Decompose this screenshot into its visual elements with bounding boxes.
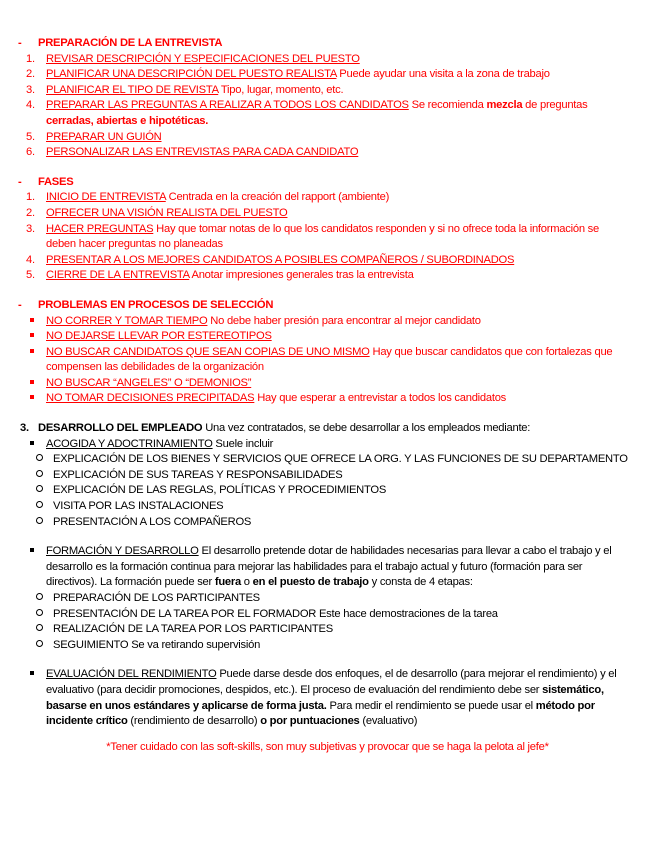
section-title: FASES <box>38 175 74 188</box>
section-heading-preparacion: - PREPARACIÓN DE LA ENTREVISTA <box>18 37 223 49</box>
sublist-formacion <box>0 591 655 653</box>
circle-bullet-icon <box>36 609 43 616</box>
circle-bullet-icon <box>36 517 43 524</box>
circle-bullet-icon <box>36 640 43 647</box>
square-bullet-icon <box>30 333 34 337</box>
square-bullet-icon <box>30 441 34 445</box>
circle-bullet-icon <box>36 501 43 508</box>
list-item: NO BUSCAR “ANGELES” O “DEMONIOS” <box>0 376 655 392</box>
list-item: NO TOMAR DECISIONES PRECIPITADAS Hay que esperar a entrevistar a todos los candidatos <box>0 391 655 407</box>
sub-list-item: EXPLICACIÓN DE LAS REGLAS, POLÍTICAS Y PROCEDIMIENTOS <box>0 483 655 499</box>
square-bullet-icon <box>30 349 34 353</box>
sub-list-item: PREPARACIÓN DE LOS PARTICIPANTES <box>0 591 655 607</box>
sublist-acogida <box>0 452 655 530</box>
list-problemas <box>0 314 655 408</box>
list-item: NO BUSCAR CANDIDATOS QUE SEAN COPIAS DE UNO MISMO Hay que buscar candidatos que con fortalezas que compensen las debilidades de la organización <box>0 345 655 376</box>
list-item: 3. HACER PREGUNTAS Hay que tomar notas de lo que los candidatos responden y si no ofrece toda la información se deben hacer preguntas no planeadas <box>26 222 599 251</box>
list-item: 2. OFRECER UNA VISIÓN REALISTA DEL PUESTO <box>26 206 288 219</box>
sub-list-item: EXPLICACIÓN DE LOS BIENES Y SERVICIOS QUE OFRECE LA ORG. Y LAS FUNCIONES DE SU DEPARTAMENTO <box>0 452 655 468</box>
list-preparacion <box>0 52 655 161</box>
sub-list-item: PRESENTACIÓN A LOS COMPAÑEROS <box>0 515 655 531</box>
section-heading-desarrollo: 3. DESARROLLO DEL EMPLEADO Una vez contratados, se debe desarrollar a los empleados mediante: <box>20 422 531 435</box>
list-item: 4. PREPARAR LAS PREGUNTAS A REALIZAR A TODOS LOS CANDIDATOS Se recomienda mezcla de preguntas cerradas, abiertas e hipotéticas. <box>26 99 588 127</box>
list-item: 5. CIERRE DE LA ENTREVISTA Anotar impresiones generales tras la entrevista <box>26 269 414 282</box>
square-bullet-icon <box>30 671 34 675</box>
list-item: 1. REVISAR DESCRIPCIÓN Y ESPECIFICACIONES DEL PUESTO <box>26 52 360 65</box>
sub-list-item: EXPLICACIÓN DE SUS TAREAS Y RESPONSABILIDADES <box>0 468 655 484</box>
section-title: PREPARACIÓN DE LA ENTREVISTA <box>38 37 223 49</box>
list-item-acogida: ACOGIDA Y ADOCTRINAMIENTO Suele incluir <box>0 437 655 453</box>
list-item: 3. PLANIFICAR EL TIPO DE REVISTA Tipo, lugar, momento, etc. <box>26 83 344 96</box>
square-bullet-icon <box>30 380 34 384</box>
sub-list-item: SEGUIMIENTO Se va retirando supervisión <box>0 638 655 654</box>
section-heading-problemas: - PROBLEMAS EN PROCESOS DE SELECCIÓN <box>18 298 274 311</box>
section-title: DESARROLLO DEL EMPLEADO <box>38 422 203 435</box>
square-bullet-icon <box>30 395 34 399</box>
square-bullet-icon <box>30 318 34 322</box>
sub-list-item: PRESENTACIÓN DE LA TAREA POR EL FORMADOR Este hace demostraciones de la tarea <box>0 607 655 623</box>
list-item: 1. INICIO DE ENTREVISTA Centrada en la creación del rapport (ambiente) <box>26 191 390 204</box>
circle-bullet-icon <box>36 593 43 600</box>
list-item: 6. PERSONALIZAR LAS ENTREVISTAS PARA CADA CANDIDATO <box>26 146 359 159</box>
list-item: 5. PREPARAR UN GUIÓN <box>26 130 162 143</box>
section-heading-fases: - FASES <box>18 175 74 188</box>
square-bullet-icon <box>30 548 34 552</box>
sub-list-item: VISITA POR LAS INSTALACIONES <box>0 499 655 515</box>
circle-bullet-icon <box>36 624 43 631</box>
sub-list-item: REALIZACIÓN DE LA TAREA POR LOS PARTICIPANTES <box>0 622 655 638</box>
list-fases <box>0 190 655 284</box>
circle-bullet-icon <box>36 485 43 492</box>
footnote: *Tener cuidado con las soft-skills, son muy subjetivas y provocar que se haga la pelota al jefe* <box>106 740 549 753</box>
circle-bullet-icon <box>36 454 43 461</box>
list-item: NO CORRER Y TOMAR TIEMPO No debe haber presión para encontrar al mejor candidato <box>0 314 655 330</box>
document-page <box>0 36 655 755</box>
list-item-evaluacion: EVALUACIÓN DEL RENDIMIENTO Puede darse desde dos enfoques, el de desarrollo (para mejorar el rendimiento) y el evaluativo (para decidir promociones, despidos, etc.). El proceso de evaluación del rendimiento debe ser sistemático, basarse en unos estándares y aplicarse de forma justa. Para medir el rendimiento se puede usar el método por incidente crítico (rendimiento de desarrollo) o por puntuaciones (evaluativo) <box>0 667 655 729</box>
circle-bullet-icon <box>36 470 43 477</box>
section-title: PROBLEMAS EN PROCESOS DE SELECCIÓN <box>38 298 274 311</box>
list-item: 4. PRESENTAR A LOS MEJORES CANDIDATOS A POSIBLES COMPAÑEROS / SUBORDINADOS <box>26 253 515 266</box>
list-item: 2. PLANIFICAR UNA DESCRIPCIÓN DEL PUESTO REALISTA Puede ayudar una visita a la zona de trabajo <box>26 68 550 81</box>
list-item: NO DEJARSE LLEVAR POR ESTEREOTIPOS <box>0 329 655 345</box>
list-item-formacion: FORMACIÓN Y DESARROLLO El desarrollo pretende dotar de habilidades necesarias para llevar a cabo el trabajo y el desarrollo es la formación continua para mejorar las habilidades para el trabajo actual y futuro (formación para ser directivos). La formación puede ser fuera o en el puesto de trabajo y consta de 4 etapas: <box>0 544 655 591</box>
